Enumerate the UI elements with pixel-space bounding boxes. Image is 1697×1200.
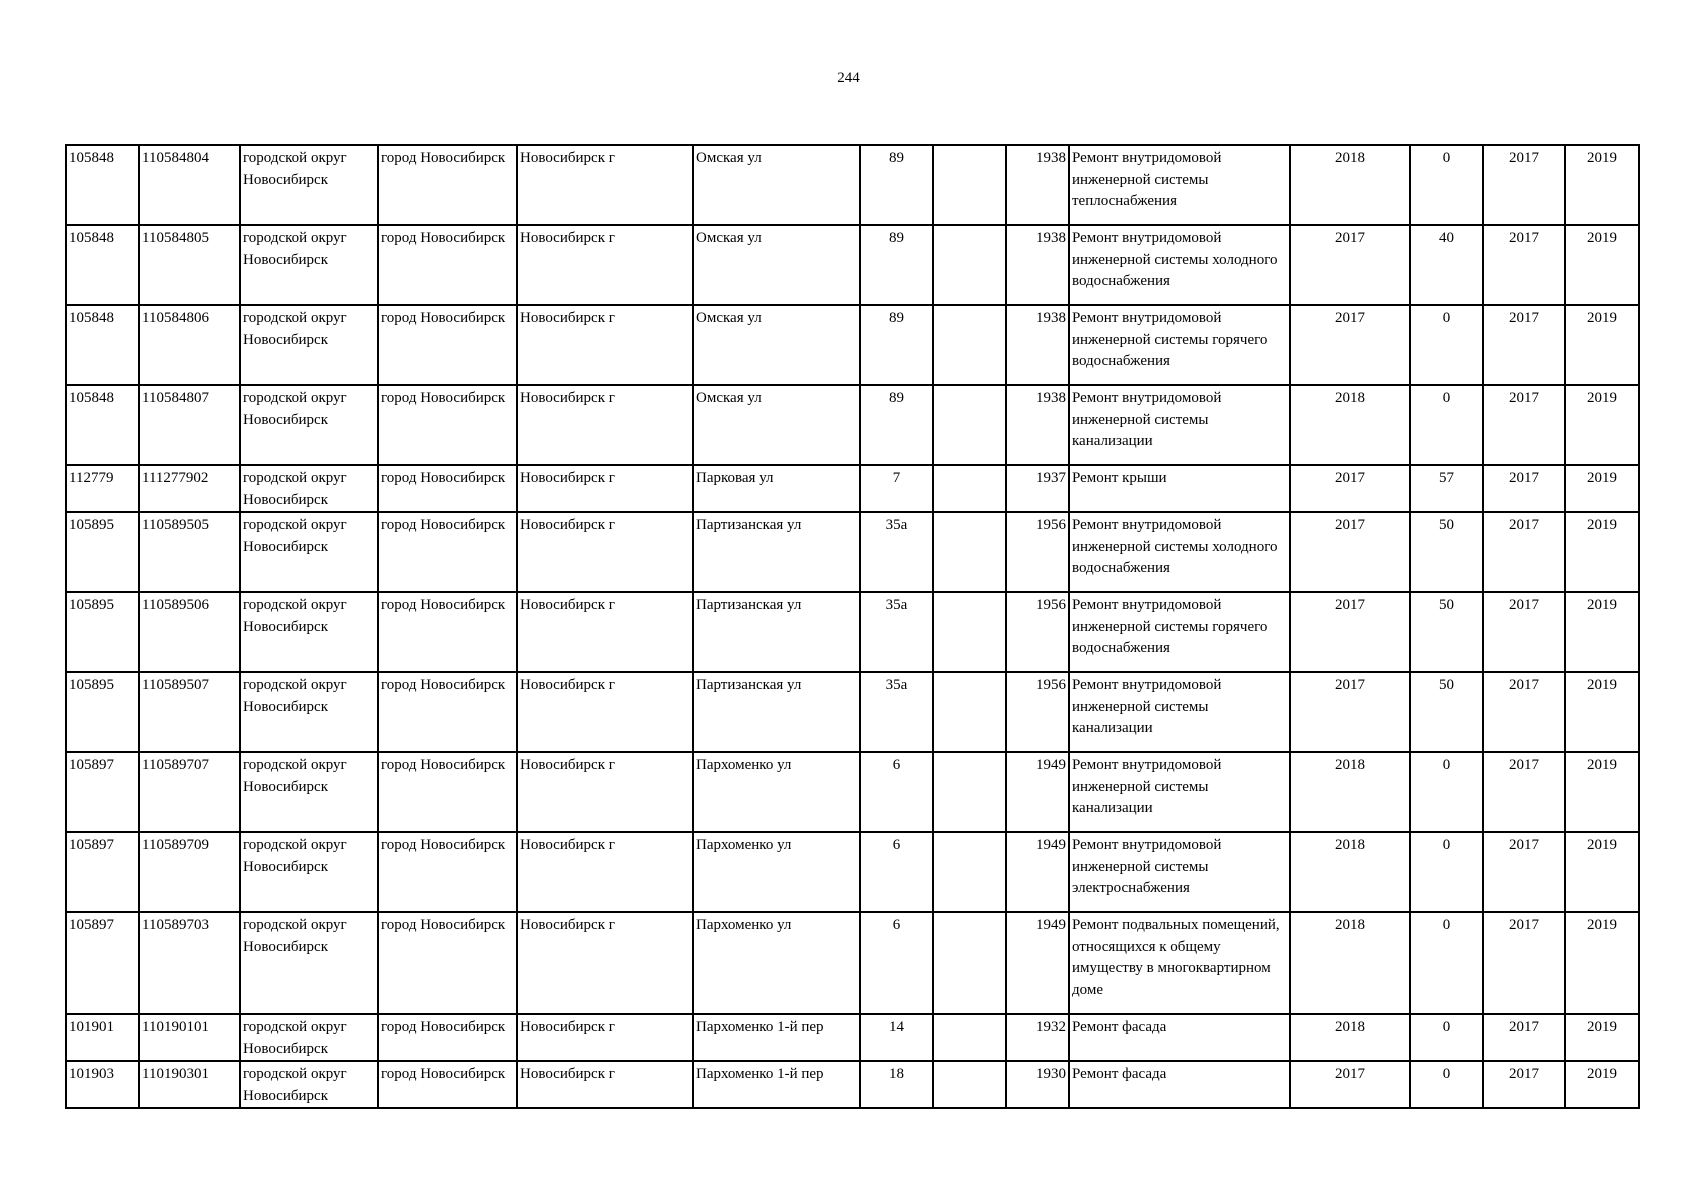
table-row: [66, 912, 1639, 1014]
house-number-cell: 89: [860, 225, 933, 305]
house-number-cell: 35а: [860, 592, 933, 672]
table-row: [66, 672, 1639, 752]
building-cell: [933, 592, 1006, 672]
object-id-cell: 105848: [66, 305, 139, 385]
year-built-cell: 1956: [1006, 512, 1069, 592]
amount-cell: 0: [1410, 1061, 1483, 1108]
table-row: [66, 832, 1639, 912]
table-row: [66, 225, 1639, 305]
street-cell: Пархоменко 1-й пер: [693, 1061, 860, 1108]
period-end-cell: 2019: [1565, 465, 1639, 512]
table-row: [66, 512, 1639, 592]
work-type-cell: Ремонт фасада: [1069, 1061, 1290, 1108]
district-cell: городской округ Новосибирск: [240, 385, 378, 465]
house-number-cell: 35а: [860, 672, 933, 752]
year-built-cell: 1932: [1006, 1014, 1069, 1061]
settlement-cell: город Новосибирск: [378, 592, 517, 672]
work-type-cell: Ремонт внутридомовой инженерной системы электроснабжения: [1069, 832, 1290, 912]
plan-year-cell: 2017: [1290, 305, 1410, 385]
amount-cell: 0: [1410, 832, 1483, 912]
work-type-cell: Ремонт внутридомовой инженерной системы канализации: [1069, 385, 1290, 465]
period-start-cell: 2017: [1483, 225, 1565, 305]
amount-cell: 0: [1410, 752, 1483, 832]
plan-year-cell: 2017: [1290, 592, 1410, 672]
work-type-cell: Ремонт крыши: [1069, 465, 1290, 512]
period-start-cell: 2017: [1483, 512, 1565, 592]
district-cell: городской округ Новосибирск: [240, 145, 378, 225]
work-code-cell: 110589709: [139, 832, 240, 912]
year-built-cell: 1937: [1006, 465, 1069, 512]
house-number-cell: 6: [860, 832, 933, 912]
settlement-cell: город Новосибирск: [378, 225, 517, 305]
object-id-cell: 105895: [66, 592, 139, 672]
period-end-cell: 2019: [1565, 592, 1639, 672]
page-number: 244: [837, 70, 860, 86]
period-start-cell: 2017: [1483, 385, 1565, 465]
house-number-cell: 89: [860, 385, 933, 465]
amount-cell: 0: [1410, 385, 1483, 465]
period-start-cell: 2017: [1483, 305, 1565, 385]
work-code-cell: 110584806: [139, 305, 240, 385]
settlement-cell: город Новосибирск: [378, 752, 517, 832]
city-cell: Новосибирск г: [517, 465, 693, 512]
work-code-cell: 110589507: [139, 672, 240, 752]
settlement-cell: город Новосибирск: [378, 145, 517, 225]
house-number-cell: 18: [860, 1061, 933, 1108]
year-built-cell: 1949: [1006, 912, 1069, 1014]
object-id-cell: 105895: [66, 672, 139, 752]
city-cell: Новосибирск г: [517, 1014, 693, 1061]
settlement-cell: город Новосибирск: [378, 912, 517, 1014]
amount-cell: 40: [1410, 225, 1483, 305]
building-cell: [933, 672, 1006, 752]
work-code-cell: 110584804: [139, 145, 240, 225]
object-id-cell: 105848: [66, 145, 139, 225]
work-code-cell: 110190101: [139, 1014, 240, 1061]
table-body: [66, 145, 1639, 1108]
building-cell: [933, 832, 1006, 912]
city-cell: Новосибирск г: [517, 145, 693, 225]
street-cell: Партизанская ул: [693, 592, 860, 672]
work-code-cell: 111277902: [139, 465, 240, 512]
building-cell: [933, 145, 1006, 225]
street-cell: Пархоменко ул: [693, 752, 860, 832]
year-built-cell: 1938: [1006, 385, 1069, 465]
amount-cell: 50: [1410, 592, 1483, 672]
period-end-cell: 2019: [1565, 512, 1639, 592]
street-cell: Партизанская ул: [693, 672, 860, 752]
work-code-cell: 110589506: [139, 592, 240, 672]
building-cell: [933, 225, 1006, 305]
work-type-cell: Ремонт подвальных помещений, относящихся к общему имуществу в многоквартирном доме: [1069, 912, 1290, 1014]
work-code-cell: 110584807: [139, 385, 240, 465]
period-start-cell: 2017: [1483, 592, 1565, 672]
year-built-cell: 1949: [1006, 752, 1069, 832]
amount-cell: 50: [1410, 672, 1483, 752]
period-start-cell: 2017: [1483, 465, 1565, 512]
table-row: [66, 1061, 1639, 1108]
year-built-cell: 1930: [1006, 1061, 1069, 1108]
amount-cell: 0: [1410, 145, 1483, 225]
building-cell: [933, 305, 1006, 385]
building-cell: [933, 512, 1006, 592]
work-type-cell: Ремонт внутридомовой инженерной системы канализации: [1069, 752, 1290, 832]
period-start-cell: 2017: [1483, 145, 1565, 225]
work-code-cell: 110584805: [139, 225, 240, 305]
plan-year-cell: 2017: [1290, 512, 1410, 592]
district-cell: городской округ Новосибирск: [240, 592, 378, 672]
street-cell: Пархоменко 1-й пер: [693, 1014, 860, 1061]
amount-cell: 0: [1410, 305, 1483, 385]
plan-year-cell: 2018: [1290, 832, 1410, 912]
settlement-cell: город Новосибирск: [378, 512, 517, 592]
work-type-cell: Ремонт внутридомовой инженерной системы теплоснабжения: [1069, 145, 1290, 225]
city-cell: Новосибирск г: [517, 305, 693, 385]
district-cell: городской округ Новосибирск: [240, 512, 378, 592]
amount-cell: 0: [1410, 912, 1483, 1014]
plan-year-cell: 2017: [1290, 225, 1410, 305]
object-id-cell: 105895: [66, 512, 139, 592]
repair-registry-table: [65, 144, 1640, 1109]
city-cell: Новосибирск г: [517, 912, 693, 1014]
street-cell: Омская ул: [693, 145, 860, 225]
plan-year-cell: 2017: [1290, 672, 1410, 752]
work-type-cell: Ремонт внутридомовой инженерной системы холодного водоснабжения: [1069, 225, 1290, 305]
city-cell: Новосибирск г: [517, 225, 693, 305]
building-cell: [933, 912, 1006, 1014]
plan-year-cell: 2018: [1290, 912, 1410, 1014]
city-cell: Новосибирск г: [517, 672, 693, 752]
city-cell: Новосибирск г: [517, 1061, 693, 1108]
building-cell: [933, 465, 1006, 512]
settlement-cell: город Новосибирск: [378, 1014, 517, 1061]
work-code-cell: 110589505: [139, 512, 240, 592]
district-cell: городской округ Новосибирск: [240, 465, 378, 512]
table-row: [66, 465, 1639, 512]
house-number-cell: 7: [860, 465, 933, 512]
settlement-cell: город Новосибирск: [378, 465, 517, 512]
amount-cell: 57: [1410, 465, 1483, 512]
object-id-cell: 112779: [66, 465, 139, 512]
object-id-cell: 105897: [66, 752, 139, 832]
work-code-cell: 110589703: [139, 912, 240, 1014]
table-row: [66, 385, 1639, 465]
year-built-cell: 1956: [1006, 672, 1069, 752]
street-cell: Пархоменко ул: [693, 912, 860, 1014]
table-row: [66, 145, 1639, 225]
building-cell: [933, 385, 1006, 465]
district-cell: городской округ Новосибирск: [240, 672, 378, 752]
plan-year-cell: 2018: [1290, 1014, 1410, 1061]
amount-cell: 0: [1410, 1014, 1483, 1061]
street-cell: Омская ул: [693, 305, 860, 385]
work-code-cell: 110190301: [139, 1061, 240, 1108]
city-cell: Новосибирск г: [517, 752, 693, 832]
district-cell: городской округ Новосибирск: [240, 1061, 378, 1108]
district-cell: городской округ Новосибирск: [240, 912, 378, 1014]
period-end-cell: 2019: [1565, 752, 1639, 832]
city-cell: Новосибирск г: [517, 592, 693, 672]
street-cell: Омская ул: [693, 385, 860, 465]
street-cell: Партизанская ул: [693, 512, 860, 592]
district-cell: городской округ Новосибирск: [240, 832, 378, 912]
year-built-cell: 1938: [1006, 305, 1069, 385]
plan-year-cell: 2018: [1290, 752, 1410, 832]
plan-year-cell: 2017: [1290, 465, 1410, 512]
period-start-cell: 2017: [1483, 1061, 1565, 1108]
period-start-cell: 2017: [1483, 912, 1565, 1014]
work-type-cell: Ремонт внутридомовой инженерной системы канализации: [1069, 672, 1290, 752]
period-start-cell: 2017: [1483, 1014, 1565, 1061]
district-cell: городской округ Новосибирск: [240, 1014, 378, 1061]
house-number-cell: 35а: [860, 512, 933, 592]
plan-year-cell: 2018: [1290, 145, 1410, 225]
object-id-cell: 105848: [66, 225, 139, 305]
work-type-cell: Ремонт внутридомовой инженерной системы горячего водоснабжения: [1069, 305, 1290, 385]
period-start-cell: 2017: [1483, 672, 1565, 752]
object-id-cell: 105897: [66, 912, 139, 1014]
settlement-cell: город Новосибирск: [378, 1061, 517, 1108]
house-number-cell: 89: [860, 305, 933, 385]
settlement-cell: город Новосибирск: [378, 305, 517, 385]
work-code-cell: 110589707: [139, 752, 240, 832]
plan-year-cell: 2017: [1290, 1061, 1410, 1108]
year-built-cell: 1938: [1006, 225, 1069, 305]
table-row: [66, 592, 1639, 672]
object-id-cell: 105848: [66, 385, 139, 465]
period-end-cell: 2019: [1565, 912, 1639, 1014]
house-number-cell: 89: [860, 145, 933, 225]
period-end-cell: 2019: [1565, 305, 1639, 385]
year-built-cell: 1949: [1006, 832, 1069, 912]
table-row: [66, 305, 1639, 385]
period-end-cell: 2019: [1565, 1061, 1639, 1108]
amount-cell: 50: [1410, 512, 1483, 592]
plan-year-cell: 2018: [1290, 385, 1410, 465]
district-cell: городской округ Новосибирск: [240, 305, 378, 385]
settlement-cell: город Новосибирск: [378, 832, 517, 912]
city-cell: Новосибирск г: [517, 832, 693, 912]
period-end-cell: 2019: [1565, 385, 1639, 465]
work-type-cell: Ремонт внутридомовой инженерной системы холодного водоснабжения: [1069, 512, 1290, 592]
work-type-cell: Ремонт фасада: [1069, 1014, 1290, 1061]
street-cell: Омская ул: [693, 225, 860, 305]
building-cell: [933, 752, 1006, 832]
house-number-cell: 6: [860, 752, 933, 832]
object-id-cell: 101903: [66, 1061, 139, 1108]
building-cell: [933, 1014, 1006, 1061]
period-end-cell: 2019: [1565, 832, 1639, 912]
city-cell: Новосибирск г: [517, 512, 693, 592]
street-cell: Парковая ул: [693, 465, 860, 512]
district-cell: городской округ Новосибирск: [240, 225, 378, 305]
period-end-cell: 2019: [1565, 672, 1639, 752]
house-number-cell: 14: [860, 1014, 933, 1061]
table-row: [66, 752, 1639, 832]
city-cell: Новосибирск г: [517, 385, 693, 465]
work-type-cell: Ремонт внутридомовой инженерной системы горячего водоснабжения: [1069, 592, 1290, 672]
year-built-cell: 1956: [1006, 592, 1069, 672]
period-end-cell: 2019: [1565, 1014, 1639, 1061]
period-end-cell: 2019: [1565, 145, 1639, 225]
period-start-cell: 2017: [1483, 752, 1565, 832]
settlement-cell: город Новосибирск: [378, 672, 517, 752]
table-row: [66, 1014, 1639, 1061]
period-start-cell: 2017: [1483, 832, 1565, 912]
street-cell: Пархоменко ул: [693, 832, 860, 912]
house-number-cell: 6: [860, 912, 933, 1014]
object-id-cell: 101901: [66, 1014, 139, 1061]
period-end-cell: 2019: [1565, 225, 1639, 305]
building-cell: [933, 1061, 1006, 1108]
district-cell: городской округ Новосибирск: [240, 752, 378, 832]
year-built-cell: 1938: [1006, 145, 1069, 225]
settlement-cell: город Новосибирск: [378, 385, 517, 465]
object-id-cell: 105897: [66, 832, 139, 912]
